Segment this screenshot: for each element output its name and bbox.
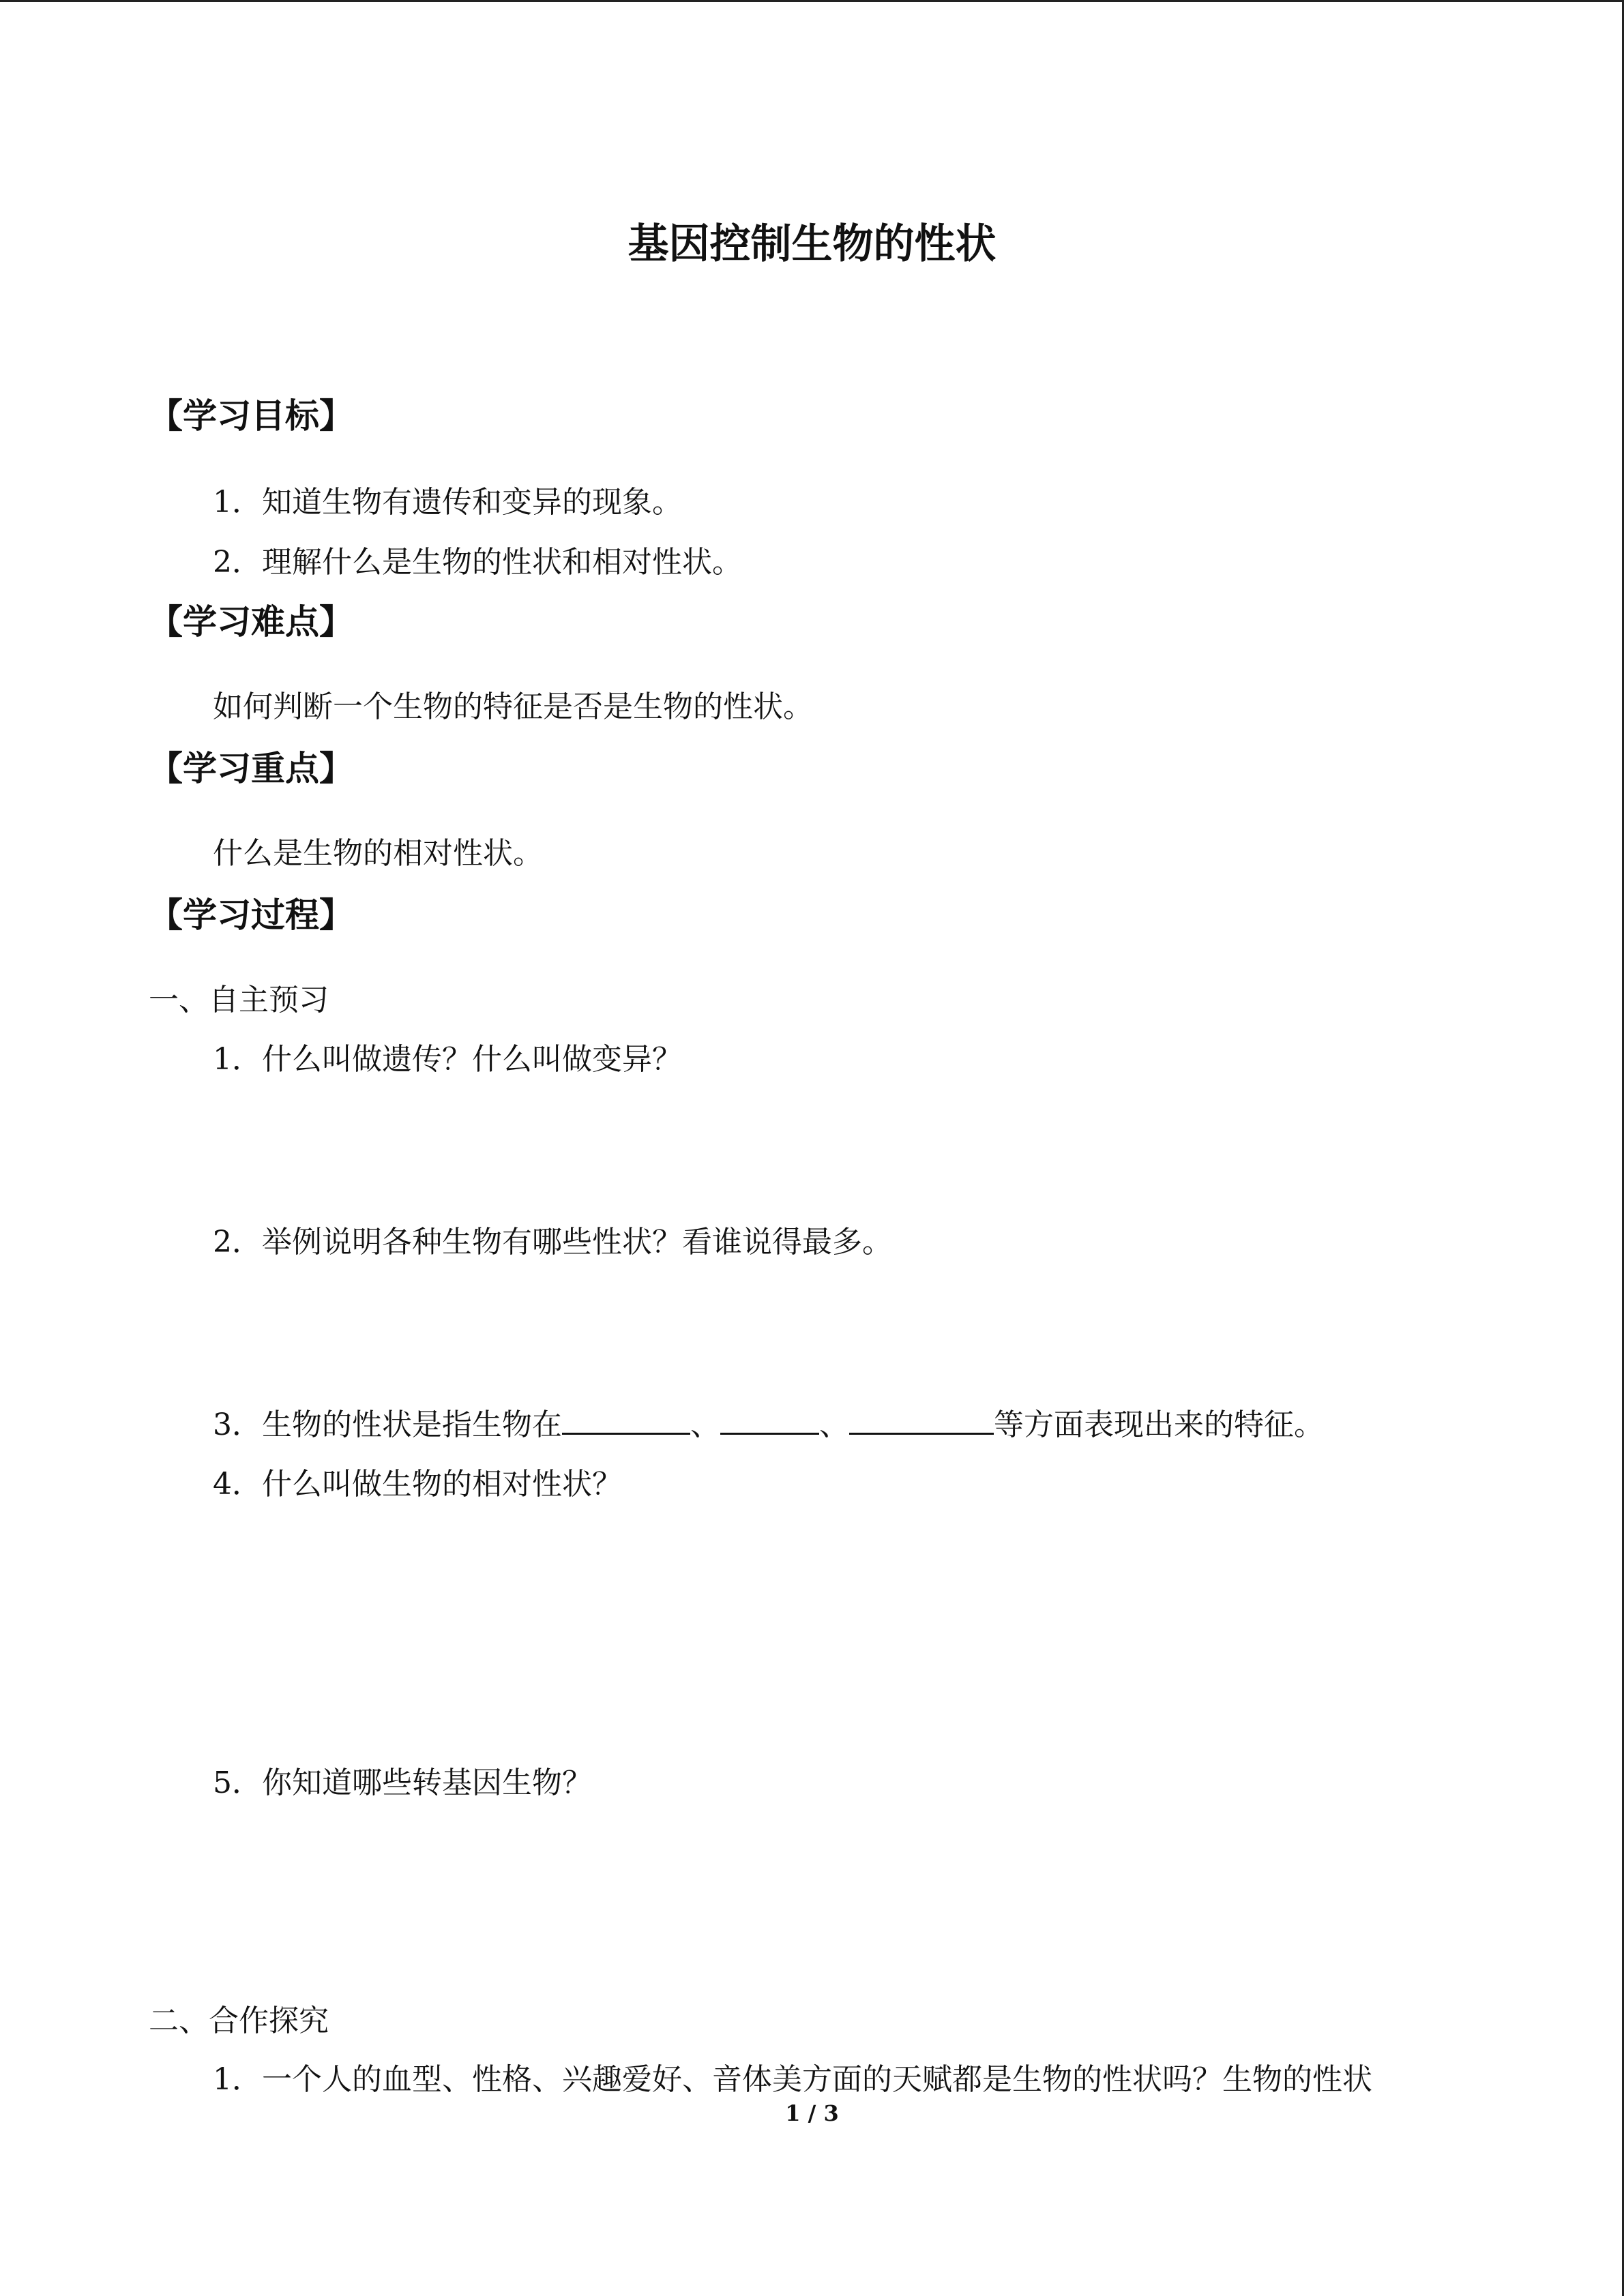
- preview-question-1: 1．什么叫做遗传？什么叫做变异？: [213, 1042, 682, 1077]
- heading-goals: 【学习目标】: [149, 396, 353, 436]
- preview-question-4: 4．什么叫做生物的相对性状？: [213, 1467, 622, 1502]
- preview-question-2: 2．举例说明各种生物有哪些性状？看谁说得最多。: [213, 1225, 892, 1259]
- q3-prefix: 3．生物的性状是指生物在: [213, 1407, 562, 1442]
- heading-process: 【学习过程】: [149, 895, 353, 935]
- page-border-top: [0, 0, 1624, 2]
- cooperate-question-1: 1．一个人的血型、性格、兴趣爱好、音体美方面的天赋都是生物的性状吗？生物的性状: [213, 2062, 1372, 2097]
- goal-item-2: 2．理解什么是生物的性状和相对性状。: [213, 545, 742, 580]
- goal-item-1: 1．知道生物有遗传和变异的现象。: [213, 485, 682, 520]
- heading-key-point: 【学习重点】: [149, 749, 353, 788]
- q3-suffix: 等方面表现出来的特征。: [994, 1407, 1324, 1442]
- fill-blank-2[interactable]: [720, 1405, 819, 1435]
- fill-blank-3[interactable]: [849, 1405, 994, 1435]
- key-point-text: 什么是生物的相对性状。: [213, 836, 543, 871]
- difficulty-text: 如何判断一个生物的特征是否是生物的性状。: [213, 689, 813, 724]
- q3-separator-2: 、: [819, 1407, 849, 1442]
- preview-question-3: [213, 1400, 1324, 1444]
- fill-blank-1[interactable]: [562, 1405, 690, 1435]
- preview-question-5: 5．你知道哪些转基因生物？: [213, 1765, 592, 1800]
- section-cooperate-label: 二、合作探究: [149, 2003, 329, 2038]
- q3-separator-1: 、: [690, 1407, 720, 1442]
- section-preview-label: 一、自主预习: [149, 983, 329, 1017]
- page-title: 基因控制生物的性状: [628, 220, 996, 268]
- heading-difficulty: 【学习难点】: [149, 602, 353, 642]
- page-number: 1 / 3: [785, 2100, 839, 2126]
